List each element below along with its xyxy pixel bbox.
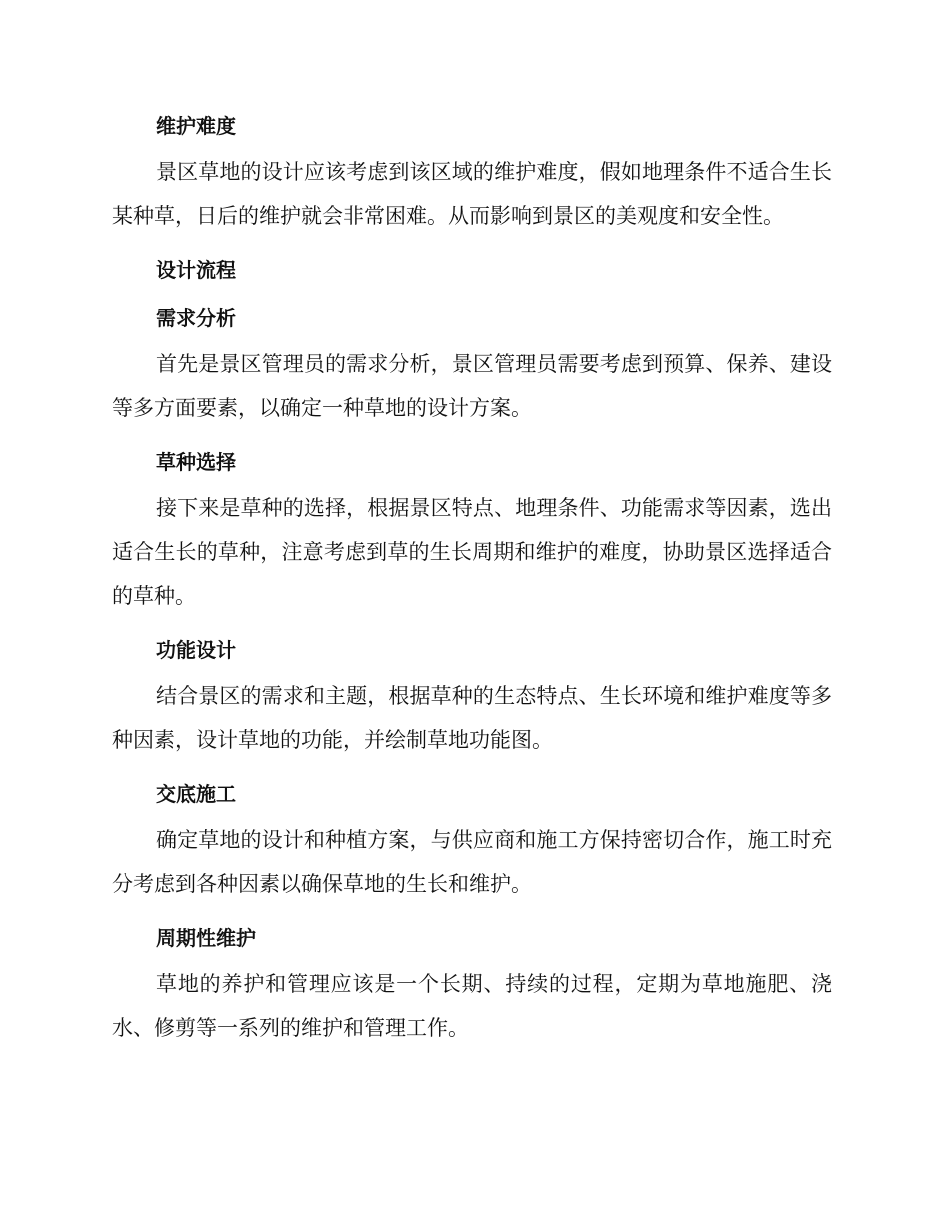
section-body-construction-handover: 确定草地的设计和种植方案，与供应商和施工方保持密切合作，施工时充分考虑到各种因素以确保草地的生长和维护。 xyxy=(112,828,832,896)
section-heading-periodic-maintenance: 周期性维护 xyxy=(156,926,256,950)
section-body-function-design: 结合景区的需求和主题，根据草种的生态特点、生长环境和维护难度等多种因素，设计草地的功能，并绘制草地功能图。 xyxy=(112,684,832,752)
section-heading-maintenance-difficulty: 维护难度 xyxy=(156,114,236,138)
document-page xyxy=(112,110,832,1050)
section-heading-construction-handover: 交底施工 xyxy=(156,782,236,806)
section-heading-design-process: 设计流程 xyxy=(156,258,236,282)
section-body-periodic-maintenance: 草地的养护和管理应该是一个长期、持续的过程，定期为草地施肥、浇水、修剪等一系列的维护和管理工作。 xyxy=(112,972,832,1040)
section-body-maintenance-difficulty: 景区草地的设计应该考虑到该区域的维护难度，假如地理条件不适合生长某种草，日后的维护就会非常困难。从而影响到景区的美观度和安全性。 xyxy=(112,160,832,228)
section-heading-grass-selection: 草种选择 xyxy=(156,450,236,474)
section-body-requirement-analysis: 首先是景区管理员的需求分析，景区管理员需要考虑到预算、保养、建设等多方面要素，以确定一种草地的设计方案。 xyxy=(112,352,832,420)
section-heading-requirement-analysis: 需求分析 xyxy=(156,306,236,330)
section-body-grass-selection: 接下来是草种的选择，根据景区特点、地理条件、功能需求等因素，选出适合生长的草种，注意考虑到草的生长周期和维护的难度，协助景区选择适合的草种。 xyxy=(112,496,832,608)
section-heading-function-design: 功能设计 xyxy=(156,638,236,662)
